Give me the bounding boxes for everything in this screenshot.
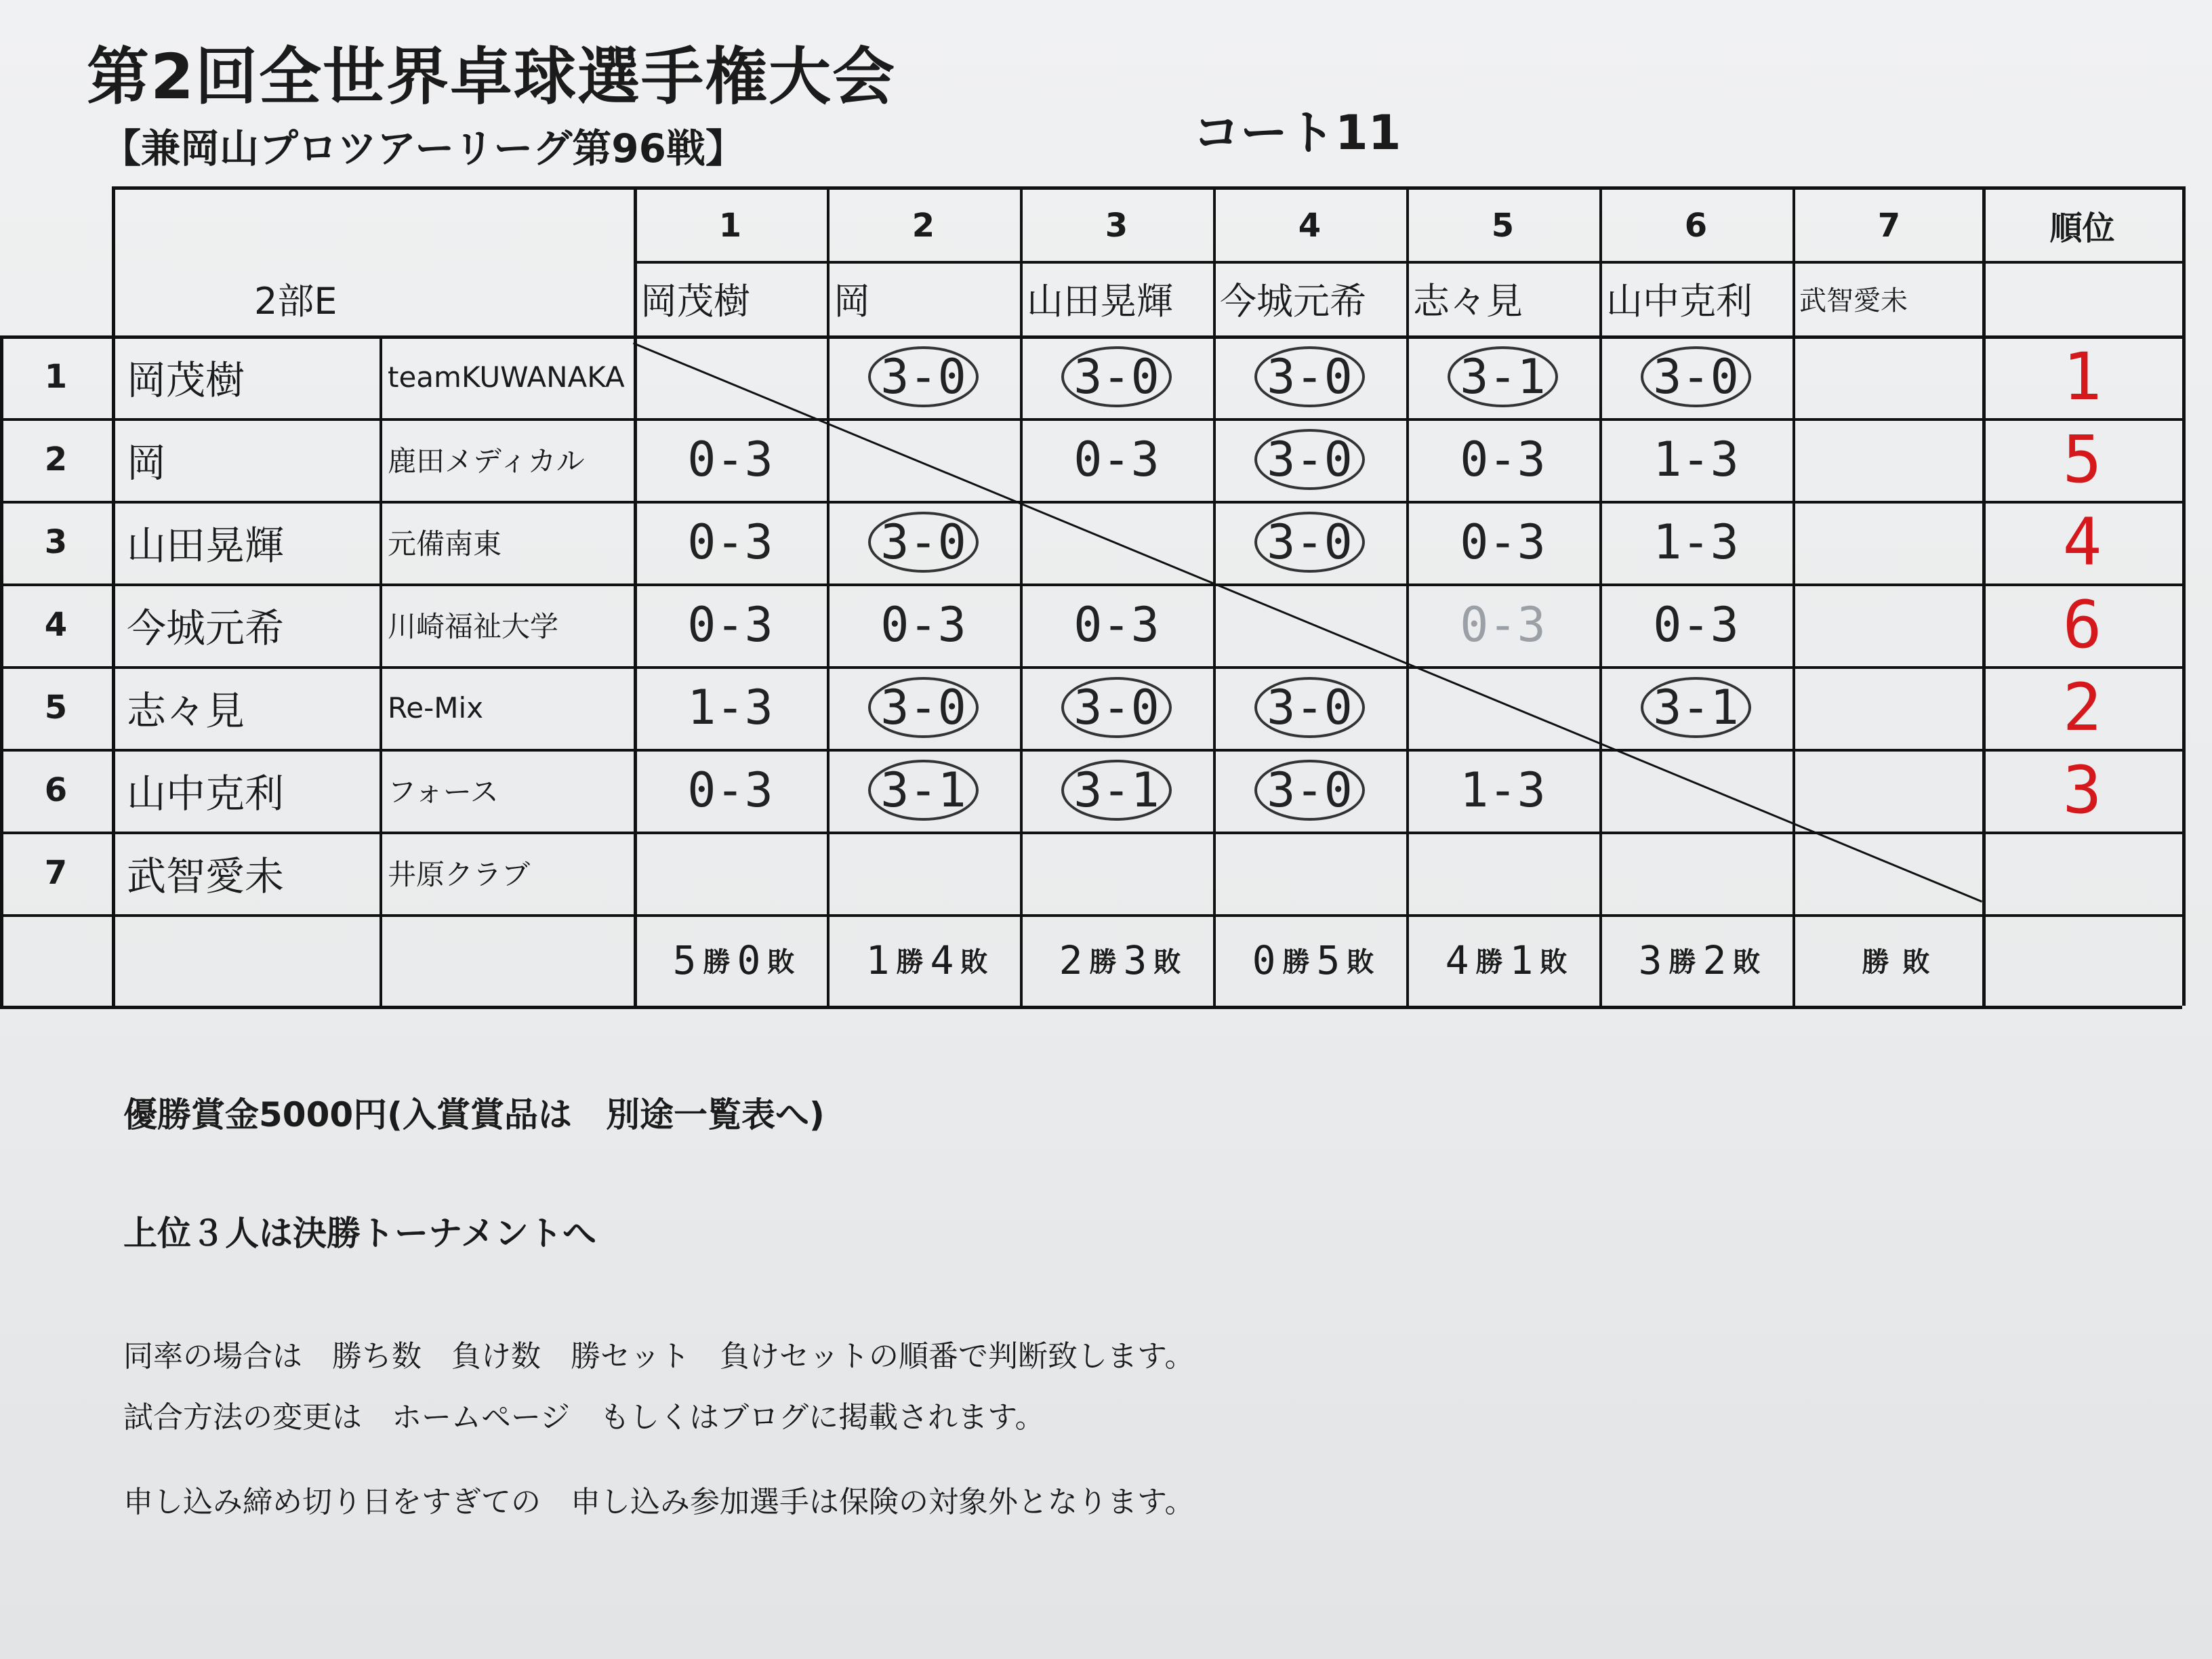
loss-label: 敗 (1153, 947, 1181, 978)
win-label: 勝 (1862, 947, 1889, 978)
table-rule (0, 1006, 2182, 1009)
score-text: 3-0 (868, 346, 978, 407)
prize-note: 優勝賞金5000円(入賞賞品は 別途一覧表へ) (123, 1095, 825, 1134)
score-text: 3-0 (1254, 429, 1364, 490)
match-score (634, 501, 827, 583)
match-score (1213, 666, 1406, 749)
rank-header: 順位 (2049, 209, 2115, 247)
win-label: 勝 (1089, 947, 1117, 978)
player-rank: 4 (2062, 504, 2102, 580)
match-score (1020, 666, 1213, 749)
win-label: 勝 (1282, 947, 1310, 978)
match-score (1599, 418, 1793, 501)
loss-label: 敗 (960, 947, 988, 978)
wins-count: 1 (865, 937, 890, 983)
match-score (1406, 583, 1599, 666)
score-text: 3-0 (1254, 677, 1364, 738)
column-number: 7 (1877, 206, 1901, 245)
player-club: 井原クラブ (388, 858, 531, 891)
row-number: 1 (44, 358, 68, 396)
row-number: 7 (44, 854, 68, 892)
match-score (634, 749, 827, 832)
score-text: 1-3 (1460, 762, 1546, 818)
win-loss-total (1213, 914, 1406, 1006)
player-name: 岡茂樹 (127, 357, 245, 403)
loss-label: 敗 (1902, 947, 1930, 978)
match-score (1213, 501, 1406, 583)
column-player-name: 志々見 (1413, 279, 1523, 323)
match-score (827, 335, 1020, 418)
match-score (634, 418, 827, 501)
score-text: 3-0 (1254, 512, 1364, 573)
table-rule (2182, 186, 2186, 1006)
score-text: 0-3 (1073, 432, 1160, 487)
wins-count: 4 (1445, 937, 1469, 983)
losses-count: 5 (1316, 937, 1340, 983)
win-loss-total (1020, 914, 1213, 1006)
match-score (1406, 749, 1599, 832)
match-score (634, 666, 827, 749)
column-player-name: 山田晃輝 (1027, 279, 1173, 323)
player-name: 山中克利 (127, 771, 285, 817)
loss-label: 敗 (767, 947, 795, 978)
court-label: コート11 (1193, 105, 1401, 161)
losses-count: 1 (1509, 937, 1534, 983)
score-text: 3-0 (1061, 677, 1171, 738)
win-label: 勝 (896, 947, 924, 978)
loss-label: 敗 (1540, 947, 1568, 978)
column-number: 5 (1491, 206, 1515, 245)
match-score (1020, 418, 1213, 501)
player-club: 川崎福祉大学 (388, 610, 559, 643)
row-number: 5 (44, 689, 68, 726)
score-text: 0-3 (1460, 432, 1546, 487)
row-number: 2 (44, 441, 68, 478)
match-score (634, 583, 827, 666)
column-number: 1 (718, 206, 742, 245)
column-player-name: 山中克利 (1606, 279, 1753, 323)
division-label: 2部E (254, 279, 337, 323)
player-club: フォース (388, 775, 499, 808)
top3-note: 上位３人は決勝トーナメントへ (123, 1214, 596, 1253)
column-number: 6 (1684, 206, 1708, 245)
losses-count: 3 (1123, 937, 1147, 983)
score-text: 0-3 (687, 432, 773, 487)
win-label: 勝 (1475, 947, 1503, 978)
wins-count: 0 (1252, 937, 1276, 983)
player-name: 岡 (127, 440, 167, 486)
player-club: teamKUWANAKA (388, 360, 625, 394)
match-score (1599, 583, 1793, 666)
score-text: 3-0 (1061, 346, 1171, 407)
win-label: 勝 (703, 947, 731, 978)
match-score (827, 666, 1020, 749)
player-rank: 5 (2062, 422, 2102, 497)
score-text: 0-3 (687, 597, 773, 653)
score-text: 1-3 (1653, 514, 1739, 570)
match-score (1213, 335, 1406, 418)
method-note: 試合方法の変更は ホームページ もしくはブログに掲載されます。 (123, 1400, 1045, 1435)
player-rank (1982, 832, 2182, 914)
win-loss-total (827, 914, 1020, 1006)
column-player-name: 岡茂樹 (640, 279, 750, 323)
score-text: 3-0 (1254, 346, 1364, 407)
tiebreak-note: 同率の場合は 勝ち数 負け数 勝セット 負けセットの順番で判断致します。 (123, 1339, 1195, 1374)
win-loss-total (1599, 914, 1793, 1006)
player-name: 志々見 (127, 688, 245, 734)
insurance-note: 申し込み締め切り日をすぎての 申し込み参加選手は保険の対象外となります。 (123, 1485, 1195, 1519)
score-text: 0-3 (1653, 597, 1739, 653)
match-score (1599, 501, 1793, 583)
score-text: 1-3 (1653, 432, 1739, 487)
player-club: Re-Mix (388, 691, 484, 724)
match-score (1406, 501, 1599, 583)
player-name: 山田晃輝 (127, 523, 285, 569)
row-number: 6 (44, 771, 68, 809)
losses-count: 4 (930, 937, 954, 983)
score-text: 3-0 (868, 677, 978, 738)
score-text: 3-1 (1061, 760, 1171, 821)
match-score (1020, 335, 1213, 418)
match-score (1406, 418, 1599, 501)
losses-count: 2 (1702, 937, 1727, 983)
player-name: 今城元希 (127, 605, 285, 651)
wins-count: 5 (672, 937, 697, 983)
loss-label: 敗 (1347, 947, 1374, 978)
round-robin-table (0, 139, 2182, 1101)
loss-label: 敗 (1733, 947, 1761, 978)
score-text: 0-3 (1073, 597, 1160, 653)
player-rank: 2 (2062, 670, 2102, 745)
score-text: 3-1 (868, 760, 978, 821)
score-text: 0-3 (687, 514, 773, 570)
match-score (1599, 666, 1793, 749)
score-text: 0-3 (1460, 597, 1546, 653)
match-score (827, 749, 1020, 832)
losses-count: 0 (737, 937, 761, 983)
tournament-title: 第2回全世界卓球選手権大会 (87, 41, 897, 113)
column-number: 3 (1105, 206, 1128, 245)
match-score (827, 583, 1020, 666)
match-score (1020, 583, 1213, 666)
player-rank: 3 (2062, 752, 2102, 828)
player-club: 鹿田メディカル (388, 445, 585, 478)
row-number: 3 (44, 523, 68, 561)
match-score (1406, 335, 1599, 418)
player-name: 武智愛未 (127, 853, 285, 899)
player-club: 元備南東 (388, 527, 502, 560)
score-text: 3-1 (1448, 346, 1557, 407)
column-number: 2 (912, 206, 935, 245)
match-score (1020, 749, 1213, 832)
win-label: 勝 (1668, 947, 1696, 978)
wins-count: 2 (1059, 937, 1083, 983)
player-rank: 1 (2062, 339, 2102, 415)
match-score (1213, 749, 1406, 832)
win-loss-total (634, 914, 827, 1006)
column-number: 4 (1298, 206, 1322, 245)
match-score (1599, 335, 1793, 418)
score-text: 0-3 (687, 762, 773, 818)
score-text: 3-1 (1641, 677, 1750, 738)
win-loss-total (1793, 914, 1986, 1006)
score-text: 3-0 (868, 512, 978, 573)
column-player-name: 岡 (834, 279, 870, 323)
player-rank: 6 (2062, 587, 2102, 663)
column-player-name: 今城元希 (1220, 279, 1366, 323)
league-subtitle: 【兼岡山プロツアーリーグ第96戦】 (102, 125, 745, 171)
score-text: 3-0 (1641, 346, 1750, 407)
wins-count: 3 (1638, 937, 1662, 983)
match-score (827, 501, 1020, 583)
score-text: 0-3 (1460, 514, 1546, 570)
score-text: 1-3 (687, 680, 773, 735)
win-loss-total (1406, 914, 1599, 1006)
row-number: 4 (44, 606, 68, 644)
match-score (1213, 418, 1406, 501)
score-text: 3-0 (1254, 760, 1364, 821)
score-text: 0-3 (880, 597, 966, 653)
column-player-name: 武智愛未 (1799, 285, 1908, 316)
